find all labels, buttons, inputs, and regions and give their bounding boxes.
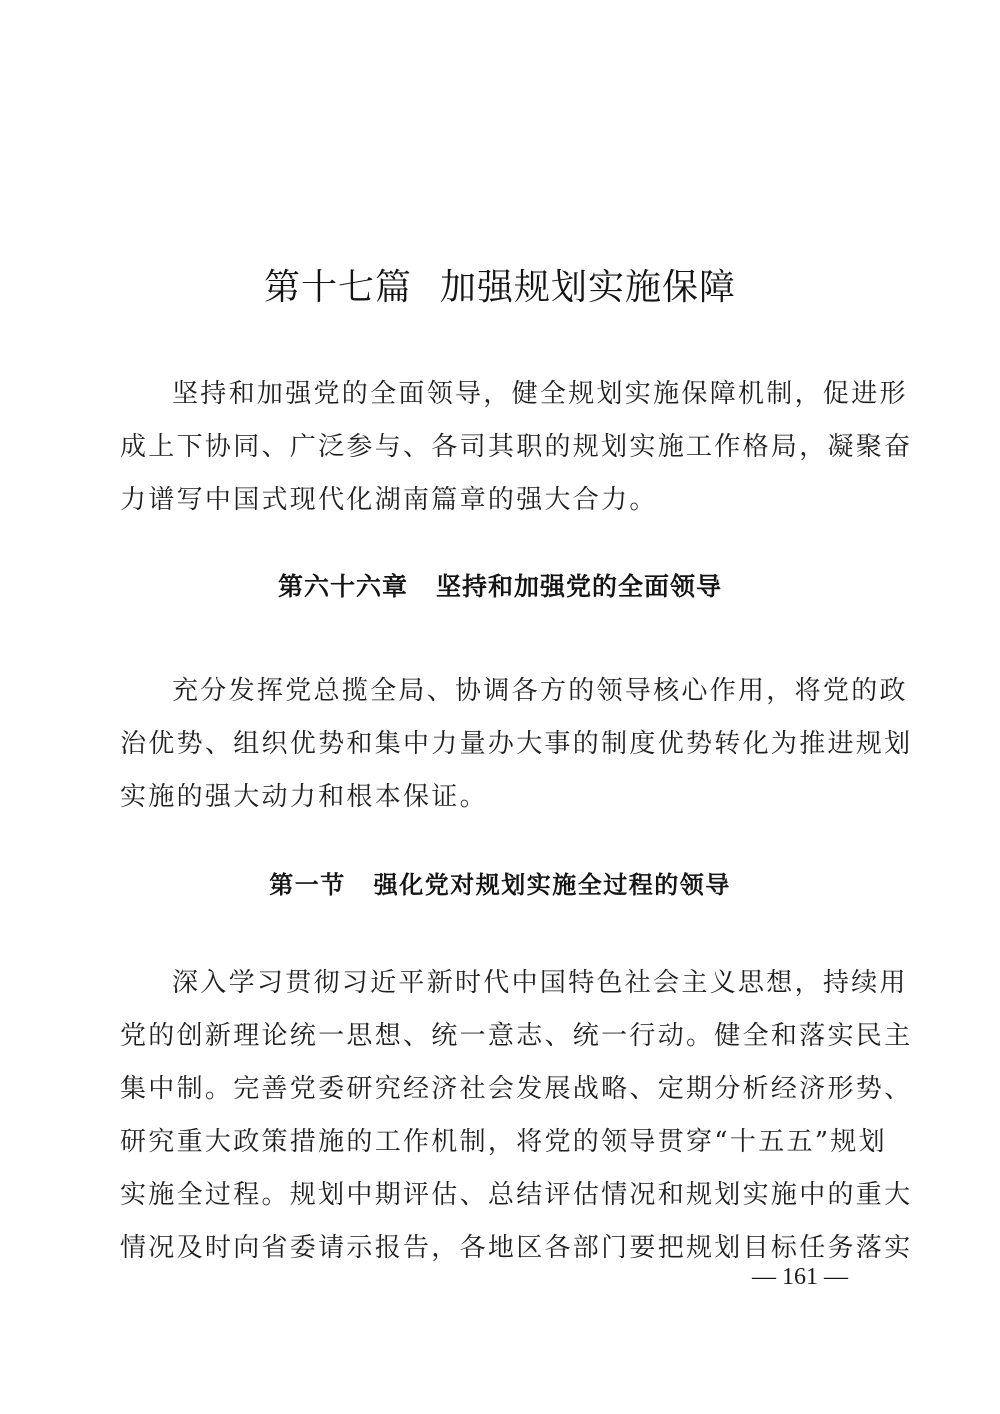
chapter-title-text: 坚持和加强党的全面领导 <box>436 572 723 601</box>
intro-paragraph <box>120 368 913 527</box>
section-paragraph <box>120 957 913 1275</box>
paragraph-line: 情况及时向省委请示报告，各地区各部门要把规划目标任务落实 <box>120 1233 913 1263</box>
part-title-label: 第十七篇 <box>263 267 412 308</box>
paragraph-line: 坚持和加强党的全面领导，健全规划实施保障机制，促进形 <box>172 379 908 409</box>
section-title-label: 第一节 <box>269 870 346 899</box>
page-number: — 161 — <box>752 1264 848 1290</box>
paragraph-line: 充分发挥党总揽全局、协调各方的领导核心作用，将党的政 <box>172 676 908 706</box>
paragraph-line: 成上下协同、广泛参与、各司其职的规划实施工作格局，凝聚奋 <box>120 432 913 462</box>
section-title <box>0 860 1000 910</box>
paragraph-line: 集中制。完善党委研究经济社会发展战略、定期分析经济形势、 <box>120 1074 913 1104</box>
part-title <box>0 258 1000 318</box>
paragraph-line: 研究重大政策措施的工作机制，将党的领导贯穿“十五五”规划 <box>120 1127 887 1157</box>
chapter-title-label: 第六十六章 <box>277 572 408 601</box>
paragraph-line: 力谱写中国式现代化湖南篇章的强大合力。 <box>120 485 658 515</box>
paragraph-line: 实施的强大动力和根本保证。 <box>120 782 488 812</box>
part-title-text: 加强规划实施保障 <box>440 267 737 308</box>
paragraph-line: 深入学习贯彻习近平新时代中国特色社会主义思想，持续用 <box>172 968 908 998</box>
chapter-title <box>0 562 1000 612</box>
chapter-paragraph <box>120 665 913 824</box>
paragraph-line: 实施全过程。规划中期评估、总结评估情况和规划实施中的重大 <box>120 1180 913 1210</box>
paragraph-line: 党的创新理论统一思想、统一意志、统一行动。健全和落实民主 <box>120 1021 913 1051</box>
paragraph-line: 治优势、组织优势和集中力量办大事的制度优势转化为推进规划 <box>120 729 913 759</box>
section-title-text: 强化党对规划实施全过程的领导 <box>373 870 731 899</box>
